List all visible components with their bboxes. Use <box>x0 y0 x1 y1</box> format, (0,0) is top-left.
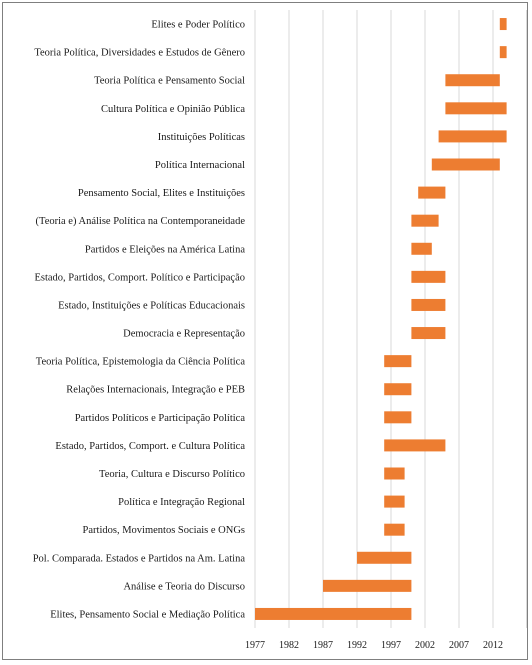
bar <box>411 243 431 255</box>
bar <box>411 327 445 339</box>
x-tick-label: 2007 <box>449 640 469 651</box>
category-label: Estado, Partidos, Comport. e Cultura Política <box>55 440 245 452</box>
x-tick-label: 1992 <box>347 640 367 651</box>
bar <box>384 383 411 395</box>
category-label: Elites e Poder Político <box>151 19 245 31</box>
category-label: Partidos, Movimentos Sociais e ONGs <box>82 525 245 537</box>
bar <box>411 299 445 311</box>
category-label: Democracia e Representação <box>123 328 245 340</box>
category-label: Instituições Políticas <box>157 131 245 143</box>
bar <box>445 102 506 114</box>
bar <box>439 130 507 142</box>
category-label: Partidos Políticos e Participação Política <box>74 412 245 424</box>
bar <box>432 159 500 171</box>
bar <box>384 355 411 367</box>
bar <box>357 552 411 564</box>
category-label: Relações Internacionais, Integração e PEB <box>66 384 245 396</box>
bar <box>255 608 411 620</box>
bar <box>418 187 445 199</box>
bar <box>500 18 507 30</box>
bar <box>384 524 404 536</box>
category-label: Política e Integração Regional <box>118 497 245 509</box>
x-tick-label: 2012 <box>483 640 503 651</box>
bar <box>384 411 411 423</box>
category-labels <box>33 20 246 621</box>
category-label: Partidos e Eleições na América Latina <box>84 244 245 256</box>
category-label: Teoria Política, Epistemologia da Ciência Política <box>35 356 245 368</box>
bar <box>384 439 445 451</box>
category-label: Teoria, Cultura e Discurso Político <box>99 469 245 480</box>
category-label: Política Internacional <box>154 160 245 171</box>
bar <box>384 468 404 480</box>
category-label: Pol. Comparada. Estados e Partidos na Am. Latina <box>32 553 245 565</box>
bar <box>411 271 445 283</box>
category-label: Estado, Instituições e Políticas Educacionais <box>58 300 245 312</box>
category-label: Elites, Pensamento Social e Mediação Política <box>50 609 245 621</box>
x-tick-label: 2002 <box>415 640 435 651</box>
category-label: Análise e Teoria do Discurso <box>123 581 245 593</box>
x-tick-label: 1997 <box>381 640 401 651</box>
x-tick-label: 1982 <box>279 640 299 651</box>
category-label: Teoria Política, Diversidades e Estudos de Gênero <box>34 47 245 59</box>
bar <box>323 580 411 592</box>
category-label: Teoria Política e Pensamento Social <box>94 75 245 87</box>
bar <box>384 496 404 508</box>
bar <box>411 215 438 227</box>
category-label: (Teoria e) Análise Política na Contemporaneidade <box>35 216 245 228</box>
category-label: Estado, Partidos, Comport. Político e Participação <box>34 272 245 284</box>
category-label: Cultura Política e Opinião Pública <box>100 103 245 115</box>
x-tick-label: 1987 <box>313 640 333 651</box>
bars-group <box>255 18 507 620</box>
category-label: Pensamento Social, Elites e Instituições <box>77 188 245 200</box>
x-tick-label: 1977 <box>245 640 265 651</box>
bar <box>445 74 499 86</box>
bar <box>500 46 507 58</box>
x-axis-ticks <box>245 640 503 651</box>
